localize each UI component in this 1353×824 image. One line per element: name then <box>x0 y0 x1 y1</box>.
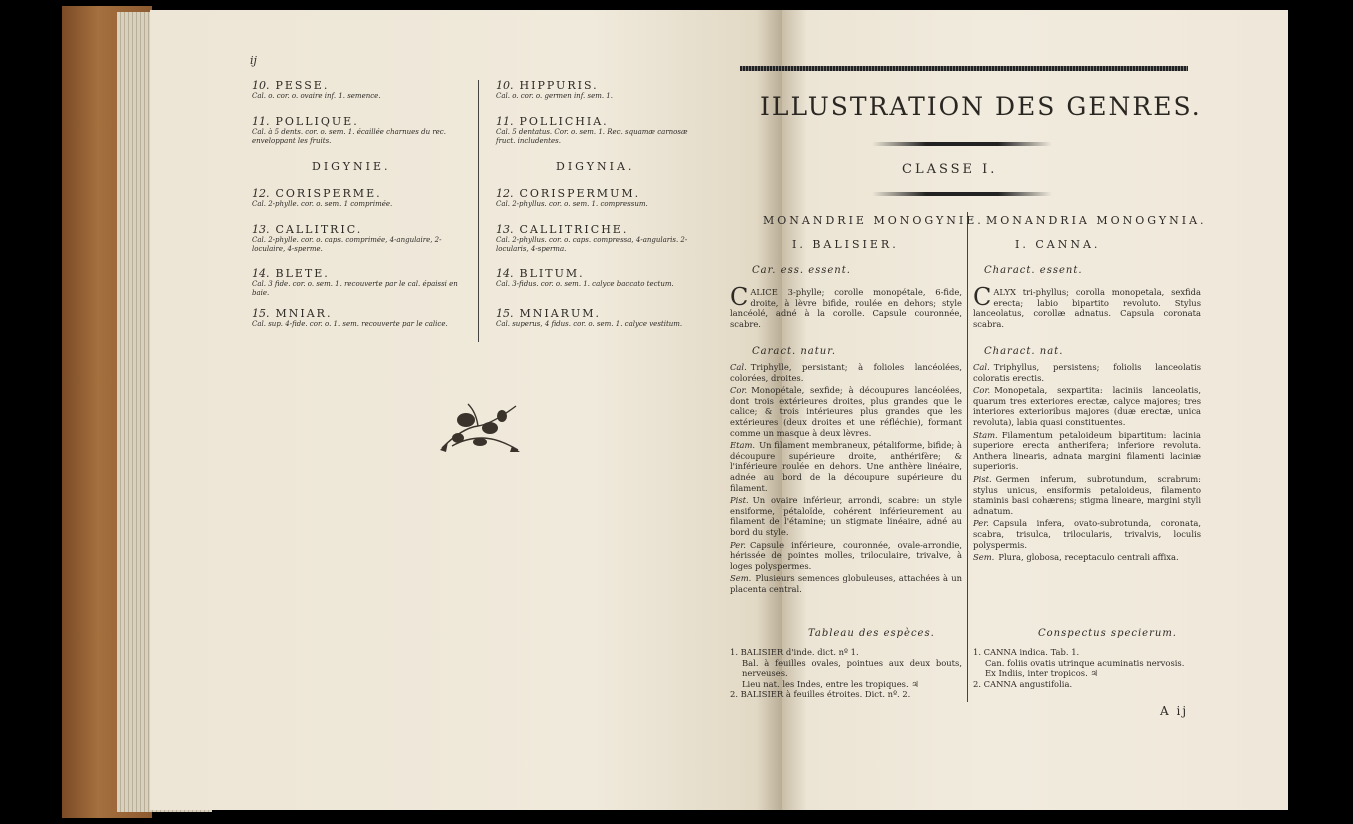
fr-natural-entry <box>730 540 962 572</box>
la-genus-name: CALLITRICHE. <box>519 223 629 236</box>
la-natural-entry-label: Per. <box>973 518 989 529</box>
fr-genus-title <box>252 74 329 93</box>
fr-genus-number: 14. <box>252 267 270 280</box>
la-natural-entry-text: Germen inferum, subrotundum, scrabrum: stylus unicus, ensiformis petaloideus, filamento staminis basi cohærens; stigma lineare, margini styli adnatum. <box>973 473 1201 516</box>
la-genus-number: 10. <box>496 79 514 92</box>
fr-species-line: Lieu nat. les Indes, entre les tropiques. ♃ <box>742 678 919 689</box>
la-natural-entry-text: Triphyllus, persistens; foliolis lanceolatis coloratis erectis. <box>973 362 1201 383</box>
fr-genus-number: 13. <box>252 223 270 236</box>
la-species-line: Ex Indiis, inter tropicos. ♃ <box>985 668 1098 679</box>
fr-natural-entry <box>730 385 962 438</box>
fr-natural-entry-label: Etam. <box>730 440 756 451</box>
fr-natural-entry-label: Cor. <box>730 385 748 396</box>
ornament-rule-1 <box>872 142 1052 146</box>
fr-natural-entry-text: Un ovaire inférieur, arrondi, scabre: un style ensiforme, pétaloïde, cohérent inférieurement au filament de l'étamine; un stigmate linéaire, adné au bord du style. <box>730 495 962 537</box>
la-natural-entry-text: Capsula infera, ovato-subrotunda, coronata, scabra, trisulca, trilocularis, trivalvis, loculis polyspermis. <box>973 518 1201 550</box>
fr-table-label: Tableau des espèces. <box>808 628 935 639</box>
la-genus-title <box>496 74 599 93</box>
fr-genus-description: Cal. sup. 4-fide. cor. o. 1. sem. recouverte par le calice. <box>252 320 448 328</box>
la-natural-entry-label: Pist. <box>973 473 992 484</box>
floral-ornament-icon <box>432 398 524 456</box>
column-rule-right <box>967 212 968 702</box>
fr-essential-text: ALICE 3-phylle; corolle monopétale, 6-fide, droite, à lèvre bifide, roulée en dehors; style lancéolé, adné à la corolle. Capsule couronnée, scabre. <box>730 287 962 329</box>
fr-genus-number: 11. <box>252 115 270 128</box>
fr-genus-description: Cal. à 5 dents. cor. o. sem. 1. écaillée charnues du rec. enveloppant les fruits. <box>252 128 446 145</box>
la-species-line: Can. foliis ovatis utrinque acuminatis nervosis. <box>985 657 1185 668</box>
fr-species-list <box>730 647 962 700</box>
la-genus-title <box>496 182 640 201</box>
la-natural-entry <box>973 518 1201 550</box>
fr-dropcap: C <box>730 283 749 311</box>
fr-essential-paragraph <box>730 283 962 329</box>
la-natural-entry-label: Sem. <box>973 552 995 563</box>
la-genus-name: BLITUM. <box>519 267 585 280</box>
la-genus-name: CORISPERMUM. <box>519 187 641 200</box>
fr-genus-name: CALLITRIC. <box>275 223 363 236</box>
la-essential-paragraph <box>973 283 1201 329</box>
fr-natural-entry-label: Sem. <box>730 573 752 584</box>
la-genus-description: Cal. 2-phyllus. cor. o. caps. compressa, 4-angularis. 2-locularis, 4-sperma. <box>496 236 688 253</box>
fr-natural-entry-text: Un filament membraneux, pétaliforme, bifide; à découpure supérieure droite, anthérifère; & l'inférieure roulée en dehors. Une anthère linéaire, adnée au bord de la découpure supérieure du filament. <box>730 440 962 493</box>
fr-natural-label: Caract. natur. <box>752 346 837 357</box>
fr-genus-name: CORISPERME. <box>275 187 382 200</box>
la-genus-number: 15. <box>496 307 514 320</box>
la-natural-characters <box>973 362 1201 565</box>
fr-genus-description: Cal. 2-phylle. cor. o. sem. 1 comprimée. <box>252 200 393 208</box>
fr-species-line: 1. BALISIER d'inde. dict. nº 1. <box>730 647 859 657</box>
la-essential-text: ALYX tri-phyllus; corolla monopetala, sexfida erecta; labio bipartito revoluto. Stylus lanceolatus, corollæ adnatus. Capsula coronata scabra. <box>973 287 1201 329</box>
fr-natural-entry-label: Cal. <box>730 362 747 372</box>
folio: ij <box>250 54 257 67</box>
fr-natural-entry-label: Per. <box>730 539 746 550</box>
la-genus-title <box>496 302 601 321</box>
la-essential-label: Charact. essent. <box>984 265 1083 276</box>
fr-genus-title <box>252 262 330 281</box>
la-dropcap: C <box>973 283 992 311</box>
fr-genus-number: 10. <box>252 79 270 92</box>
fr-genus-name: POLLIQUE. <box>275 115 359 128</box>
fr-natural-entry-text: Triphylle, persistant; à folioles lancéolées, colorées, droites. <box>730 362 962 383</box>
la-genus-title <box>496 110 609 129</box>
la-species-line: 1. CANNA indica. Tab. 1. <box>973 647 1080 657</box>
fr-natural-entry-text: Monopétale, sexfide; à découpures lancéolées, dont trois extérieures droites, plus grandes que le calice; & trois intérieures plus grandes que les extérieures (deux droites et une réfléchie), formant comme un masque à deux lèvres. <box>730 385 962 438</box>
la-species-line: 2. CANNA angustifolia. <box>973 678 1073 689</box>
fr-genus-title <box>252 218 362 237</box>
la-subheading: DIGYNIA. <box>556 160 635 173</box>
fr-subheading: DIGYNIE. <box>312 160 391 173</box>
fr-natural-entry <box>730 440 962 493</box>
fr-genus-description: Cal. o. cor. o. ovaire inf. 1. semence. <box>252 92 381 100</box>
la-genus-number: 13. <box>496 223 514 236</box>
la-natural-entry <box>973 385 1201 427</box>
la-natural-label: Charact. nat. <box>984 346 1064 357</box>
la-species-list <box>973 647 1201 689</box>
la-genus-name: POLLICHIA. <box>519 115 609 128</box>
la-genus-title <box>496 262 585 281</box>
la-genus-number: 12. <box>496 187 514 200</box>
signature-mark: A ij <box>1160 704 1189 718</box>
fr-natural-entry <box>730 573 962 594</box>
fr-genus-description: Cal. 2-phylle. cor. o. caps. comprimée, 4-angulaire, 2-loculaire, 4-sperme. <box>252 236 442 253</box>
ornament-rule-2 <box>872 192 1052 196</box>
la-table-label: Conspectus specierum. <box>1038 628 1177 639</box>
fr-essential-label: Car. ess. essent. <box>752 265 851 276</box>
fr-genus-name: PESSE. <box>275 79 330 92</box>
la-genus-name: MNIARUM. <box>519 307 601 320</box>
la-genus-description: Cal. o. cor. o. germen inf. sem. 1. <box>496 92 613 100</box>
la-genus-title <box>496 218 628 237</box>
page-title: ILLUSTRATION DES GENRES. <box>760 92 1202 121</box>
la-genus-number: 14. <box>496 267 514 280</box>
la-natural-entry-label: Cor. <box>973 385 991 396</box>
fr-genus-description: Cal. 3 fide. cor. o. sem. 1. recouverte par le cal. épaissi en baie. <box>252 280 458 297</box>
fr-natural-characters <box>730 362 962 596</box>
la-natural-entry-label: Stam. <box>973 429 998 440</box>
fr-species-line: 2. BALISIER à feuilles étroites. Dict. nº. 2. <box>730 689 911 700</box>
fr-natural-entry-text: Plusieurs semences globuleuses, attachées à un placenta central. <box>730 573 962 594</box>
top-banner-rule <box>740 66 1188 71</box>
column-rule-left <box>478 80 479 342</box>
fr-genus-title <box>252 302 332 321</box>
fr-genus-number: 15. <box>252 307 270 320</box>
classe-heading: CLASSE I. <box>902 162 998 177</box>
la-natural-entry <box>973 362 1201 383</box>
fr-natural-entry <box>730 362 962 383</box>
la-natural-entry-text: Filamentum petaloideum bipartitum: lacinia superiore erecta antherifera; inferiore revoluta. Anthera linearis, adnata margini filamenti laciniæ superioris. <box>973 429 1201 472</box>
la-genus: I. CANNA. <box>1015 238 1101 251</box>
la-order: MONANDRIA MONOGYNIA. <box>986 214 1207 227</box>
fr-genus-name: BLETE. <box>275 267 330 280</box>
la-genus-name: HIPPURIS. <box>519 79 599 92</box>
la-natural-entry-text: Monopetala, sexpartita: laciniis lanceolatis, quarum tres exteriores erectæ, calyce majores; tres interiores exterioribus majores (duæ erectæ, unica revoluta), labia quasi constituentes. <box>973 385 1201 427</box>
la-genus-description: Cal. 3-fidus. cor. o. sem. 1. calyce baccato tectum. <box>496 280 674 288</box>
fr-natural-entry-text: Capsule inférieure, couronnée, ovale-arrondie, hérissée de pointes molles, triloculaire, trivalve, à loges polyspermes. <box>730 539 962 571</box>
fr-genus-title <box>252 182 382 201</box>
la-genus-description: Cal. 2-phyllus. cor. o. sem. 1. compressum. <box>496 200 648 208</box>
la-genus-number: 11. <box>496 115 514 128</box>
la-genus-description: Cal. 5 dentatus. Cor. o. sem. 1. Rec. squamæ carnosæ fruct. includentes. <box>496 128 688 145</box>
la-genus-description: Cal. superus, 4 fidus. cor. o. sem. 1. calyce vestitum. <box>496 320 683 328</box>
fr-genus: I. BALISIER. <box>792 238 899 251</box>
fr-order: MONANDRIE MONOGYNIE. <box>763 214 984 227</box>
fr-genus-name: MNIAR. <box>275 307 333 320</box>
fr-genus-title <box>252 110 359 129</box>
fr-genus-number: 12. <box>252 187 270 200</box>
fr-natural-entry-label: Pist. <box>730 495 749 506</box>
fr-natural-entry <box>730 495 962 537</box>
la-natural-entry <box>973 474 1201 516</box>
la-natural-entry-label: Cal. <box>973 362 990 372</box>
la-natural-entry <box>973 552 1201 563</box>
la-natural-entry-text: Plura, globosa, receptaculo centrali affixa. <box>998 552 1179 563</box>
la-natural-entry <box>973 430 1201 472</box>
fr-species-line: Bal. à feuilles ovales, pointues aux deux bouts, nerveuses. <box>742 657 962 679</box>
